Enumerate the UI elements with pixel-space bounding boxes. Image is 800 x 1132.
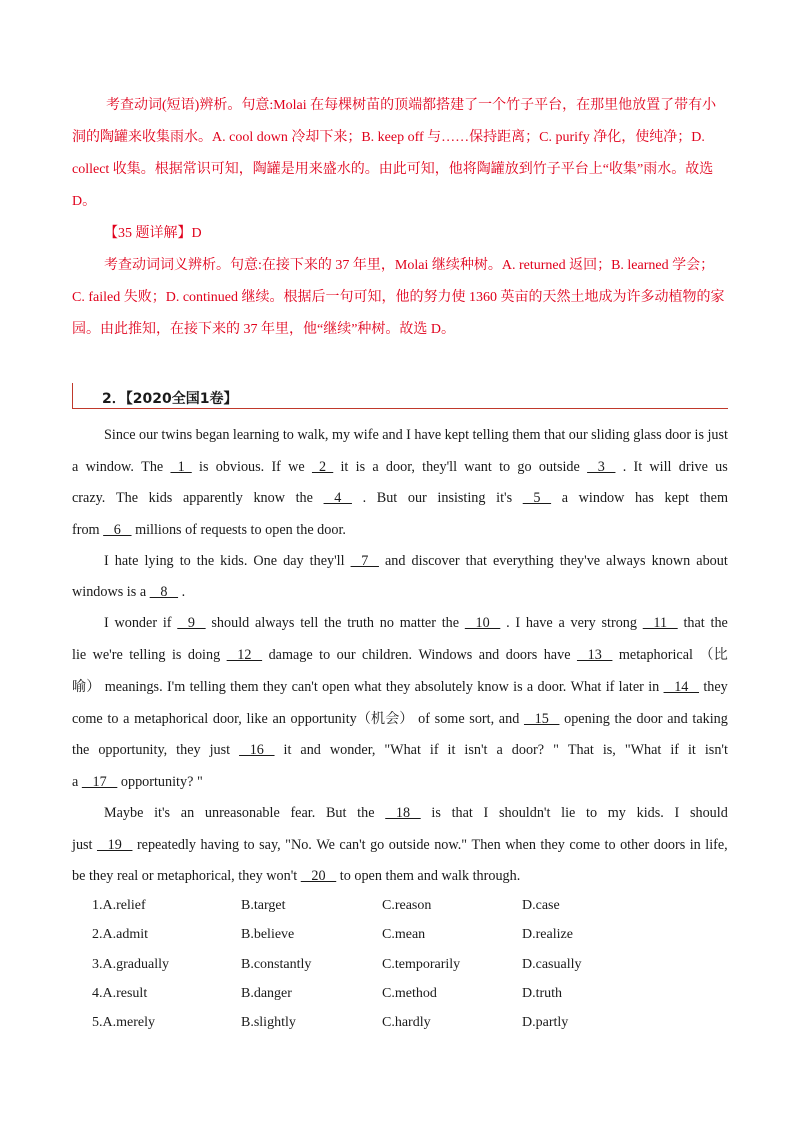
word: children. [362, 647, 413, 663]
word: outside [538, 459, 580, 475]
word: a [526, 679, 534, 695]
word: they [176, 742, 201, 758]
word: our [138, 427, 158, 443]
word: doors [653, 837, 686, 853]
word: is [694, 427, 704, 443]
option-a: 3.A.gradually [92, 957, 169, 972]
passage-line [72, 488, 728, 508]
word: obvious. [215, 459, 265, 475]
word: sort, [469, 711, 495, 727]
answer-blank: 15 [523, 711, 560, 727]
word: millions [135, 522, 182, 538]
word: they [540, 837, 565, 853]
word: come [72, 711, 103, 727]
option-d: D.partly [522, 1015, 569, 1030]
word: that [465, 553, 487, 569]
word: I [674, 805, 680, 821]
word: they'll [422, 459, 458, 475]
word: other [620, 837, 650, 853]
word: our [336, 647, 356, 663]
word: has [635, 490, 654, 506]
option-c: C.hardly [382, 1015, 431, 1030]
word: to [499, 459, 511, 475]
answer-blank: 9 [177, 615, 206, 631]
word: they [703, 679, 728, 695]
word: it's [154, 805, 171, 821]
word: taking [692, 711, 728, 727]
word: 喻） [72, 679, 101, 695]
word: I [483, 805, 489, 821]
word: know [477, 679, 509, 695]
word: is [513, 679, 523, 695]
word: strong [601, 615, 637, 631]
word: it's [496, 490, 513, 506]
word: walk [441, 868, 470, 884]
word: "What [384, 742, 421, 758]
word: "No. [285, 837, 312, 853]
word: opportunity? [120, 774, 194, 790]
word: to [319, 647, 331, 663]
word: glass [633, 427, 662, 443]
answer-blank: 18 [385, 805, 421, 821]
option-b: B.constantly [241, 957, 312, 972]
word: kept [444, 427, 470, 443]
answer-blank: 11 [642, 615, 678, 631]
word: is [355, 459, 366, 475]
word: and [385, 553, 406, 569]
word: to [586, 805, 598, 821]
word: go [517, 459, 532, 475]
answer-blank: 1 [170, 459, 192, 475]
word: of [185, 522, 197, 538]
word: my [607, 805, 626, 821]
word: to [604, 837, 616, 853]
word: Maybe [104, 805, 144, 821]
word: outside [388, 837, 430, 853]
word: that [451, 805, 473, 821]
word: " [553, 742, 559, 758]
word: is [199, 459, 209, 475]
passage-line [72, 835, 728, 855]
word: just [72, 837, 93, 853]
word: But [325, 805, 347, 821]
passage-line [72, 709, 728, 729]
word: like [246, 711, 268, 727]
option-d: D.casually [522, 957, 582, 972]
word: discover [411, 553, 460, 569]
word: have [414, 427, 442, 443]
word: learning [232, 427, 280, 443]
word: tell [300, 615, 319, 631]
word: that [544, 427, 566, 443]
word: Windows [418, 647, 473, 663]
passage-line [104, 425, 728, 445]
word: wife [353, 427, 379, 443]
word: open [322, 679, 350, 695]
word: them [699, 490, 728, 506]
word: . [506, 615, 510, 631]
word: some [434, 711, 465, 727]
word: isn't [704, 742, 728, 758]
word: That [567, 742, 594, 758]
passage-line [72, 582, 728, 602]
word: if [670, 742, 679, 758]
analysis-34-line-3: collect 收集。根据常识可知，陶罐是用来盛水的。由此可知，他将陶罐放到竹子平台上“收集”雨水。故选 [72, 162, 714, 177]
word: they'll [309, 553, 345, 569]
word: should [689, 805, 728, 821]
word: unreasonable [204, 805, 280, 821]
word: sliding [591, 427, 630, 443]
word: my [331, 427, 351, 443]
answer-35-label: 【35 题详解】D [104, 226, 202, 241]
word: now." [434, 837, 468, 853]
passage-line [72, 645, 728, 665]
option-c: C.reason [382, 898, 432, 913]
word: them [230, 679, 259, 695]
word: is, [602, 742, 616, 758]
word: absolutely [414, 679, 473, 695]
word: a [372, 459, 379, 475]
word: repeatedly [136, 837, 197, 853]
word: crazy. [72, 490, 106, 506]
word: if [429, 742, 439, 758]
answer-blank: 2 [311, 459, 334, 475]
word: door [665, 427, 692, 443]
word: metaphorical, [157, 868, 235, 884]
section-left-rule [72, 383, 73, 409]
answer-blank: 10 [464, 615, 501, 631]
option-d: D.case [522, 898, 560, 913]
analysis-34-line-1: 考查动词(短语)辨析。句意:Molai 在每棵树苗的顶端都搭建了一个竹子平台，在那里他放置了带有小 [106, 98, 717, 113]
word: it [447, 742, 456, 758]
passage-line [72, 520, 728, 540]
word: to [250, 522, 262, 538]
section-title: 2．【2020全国1卷】 [102, 391, 238, 407]
word: door [636, 711, 663, 727]
answer-blank: 5 [522, 490, 552, 506]
answer-blank: 7 [350, 553, 379, 569]
word: they [88, 868, 114, 884]
word: if [605, 679, 615, 695]
word: should [211, 615, 250, 631]
word: they [238, 868, 263, 884]
word: the [441, 615, 460, 631]
word: Since [104, 427, 136, 443]
word: them [512, 427, 541, 443]
option-c: C.method [382, 986, 437, 1001]
word: The [115, 490, 139, 506]
word: open [354, 868, 382, 884]
word: will [649, 459, 672, 475]
word: apparently [182, 490, 243, 506]
word: requests [200, 522, 247, 538]
word: opportunity（机会） [290, 711, 414, 727]
word: the [196, 553, 215, 569]
word: telling [472, 427, 509, 443]
word: I'm [166, 679, 186, 695]
word: the [72, 742, 90, 758]
option-b: B.target [241, 898, 286, 913]
option-b: B.slightly [241, 1015, 296, 1030]
answer-blank: 12 [226, 647, 263, 663]
word: have [525, 615, 553, 631]
word: windows [72, 584, 124, 600]
word: or [141, 868, 154, 884]
word: opportunity, [98, 742, 168, 758]
option-b: B.danger [241, 986, 292, 1001]
word: and [382, 427, 403, 443]
word: metaphorical [134, 711, 209, 727]
word: I [515, 615, 521, 631]
word: wonder, [329, 742, 376, 758]
word: damage [268, 647, 313, 663]
word: to [282, 427, 294, 443]
option-d: D.truth [522, 986, 563, 1001]
word: doing [187, 647, 221, 663]
word: an [272, 711, 286, 727]
word: that [683, 615, 705, 631]
word: day [283, 553, 304, 569]
analysis-34-line-4: D。 [72, 194, 97, 209]
word: life, [705, 837, 728, 853]
word: But [376, 490, 398, 506]
word: our [568, 427, 588, 443]
word: later [618, 679, 644, 695]
word: come [569, 837, 601, 853]
word: having [200, 837, 240, 853]
word: window [578, 490, 625, 506]
option-a: 4.A.result [92, 986, 148, 1001]
word: a [72, 774, 79, 790]
word: the [614, 711, 632, 727]
analysis-35-line-1: 考查动词词义辨析。句意:在接下来的 37 年里，Molai 继续种树。A. returned 返回；B. learned 学会； [104, 258, 715, 273]
word: "What [624, 742, 662, 758]
word: a [139, 584, 147, 600]
word: a [496, 742, 503, 758]
word: just [209, 742, 231, 758]
passage-line [72, 457, 728, 477]
word: is [171, 647, 182, 663]
word: it [687, 742, 696, 758]
word: of [418, 711, 430, 727]
answer-blank: 20 [300, 868, 337, 884]
word: doors [505, 647, 538, 663]
word: from [72, 522, 100, 538]
option-a: 2.A.admit [92, 927, 148, 942]
word: the [357, 805, 375, 821]
analysis-34-line-2: 洞的陶罐来收集雨水。A. cool down 冷却下来；B. keep off 与……保持距离；C. purify 净化，使纯净；D. [72, 130, 705, 145]
word: very [570, 615, 596, 631]
word: have [543, 647, 571, 663]
word: What [570, 679, 602, 695]
word: meanings. [104, 679, 163, 695]
passage-line [72, 866, 728, 886]
answer-blank: 17 [81, 774, 118, 790]
word: （比 [699, 647, 728, 663]
analysis-35-line-2: C. failed 失败；D. continued 继续。根据后一句可知，他的努力使 1360 英亩的天然土地成为许多动植物的家 [72, 290, 725, 305]
word: we [288, 459, 305, 475]
word: opening [564, 711, 610, 727]
passage-line [72, 677, 728, 697]
answer-blank: 14 [663, 679, 700, 695]
word: them [385, 868, 414, 884]
section-bottom-rule [72, 408, 728, 409]
word: isn't [464, 742, 488, 758]
word: door, [385, 459, 415, 475]
word: to [243, 837, 255, 853]
word: door? [511, 742, 545, 758]
word: no [379, 615, 394, 631]
word: lying [144, 553, 174, 569]
word: If [271, 459, 281, 475]
word: a [123, 711, 130, 727]
word: to [179, 553, 191, 569]
word: in [689, 837, 701, 853]
word: insisting [437, 490, 486, 506]
analysis-35-line-3: 园。由此推知，在接下来的 37 年里，他“继续”种树。故选 D。 [72, 322, 456, 337]
word: real [116, 868, 139, 884]
word: be [72, 868, 86, 884]
word: truth [347, 615, 374, 631]
word: . [362, 490, 367, 506]
word: the [295, 490, 313, 506]
word: the [324, 615, 342, 631]
word: everything [493, 553, 554, 569]
passage-line [72, 740, 728, 760]
word: us [715, 459, 728, 475]
word: just [707, 427, 728, 443]
answer-blank: 19 [96, 837, 133, 853]
option-d: D.realize [522, 927, 573, 942]
passage-line [104, 613, 728, 633]
word: telling [189, 679, 226, 695]
word: always [255, 615, 295, 631]
word: is [126, 584, 137, 600]
word: can't [291, 679, 318, 695]
word: want [464, 459, 492, 475]
word: an [180, 805, 195, 821]
word: and [498, 711, 520, 727]
word: The [141, 459, 164, 475]
word: know [253, 490, 285, 506]
word: One [253, 553, 278, 569]
option-a: 1.A.relief [92, 898, 146, 913]
word: and [478, 647, 500, 663]
word: they [262, 679, 288, 695]
word: kids [148, 490, 173, 506]
word: lie [561, 805, 576, 821]
word: in [648, 679, 660, 695]
word: wonder [114, 615, 158, 631]
word: and [417, 868, 438, 884]
answer-blank: 4 [323, 490, 352, 506]
word: always [606, 553, 646, 569]
word: . [622, 459, 627, 475]
word: It [633, 459, 643, 475]
word: to [107, 711, 119, 727]
word: and [300, 742, 321, 758]
word: known [651, 553, 691, 569]
word: open [265, 522, 293, 538]
passage-line [72, 772, 728, 792]
word: . [181, 584, 186, 600]
word: the [296, 522, 314, 538]
word: kids. [220, 553, 248, 569]
word: We [316, 837, 335, 853]
word: Then [471, 837, 501, 853]
word: door, [212, 711, 242, 727]
answer-blank: 16 [239, 742, 275, 758]
word: window. [85, 459, 134, 475]
word: began [195, 427, 230, 443]
word: can't [339, 837, 366, 853]
word: I [104, 615, 109, 631]
word: walk, [297, 427, 329, 443]
word: twins [161, 427, 193, 443]
word: matter [399, 615, 436, 631]
word: drive [678, 459, 708, 475]
word: metaphorical [618, 647, 693, 663]
word: a [72, 459, 79, 475]
word: telling [129, 647, 166, 663]
word: the [710, 615, 728, 631]
word: a [561, 490, 569, 506]
word: about [696, 553, 728, 569]
answer-blank: 8 [149, 584, 179, 600]
option-c: C.mean [382, 927, 426, 942]
word: shouldn't [498, 805, 551, 821]
option-c: C.temporarily [382, 957, 461, 972]
word: won't [266, 868, 298, 884]
word: through. [472, 868, 521, 884]
word: I [406, 427, 411, 443]
word: kids. [636, 805, 664, 821]
word: kept [664, 490, 689, 506]
option-a: 5.A.merely [92, 1015, 155, 1030]
word: they [385, 679, 411, 695]
word: if [162, 615, 172, 631]
word: fear. [290, 805, 316, 821]
word: door. [317, 522, 346, 538]
word: door. [537, 679, 567, 695]
answer-blank: 13 [576, 647, 613, 663]
option-b: B.believe [241, 927, 295, 942]
answer-blank: 6 [103, 522, 132, 538]
section-header [72, 383, 728, 409]
word: it [283, 742, 292, 758]
answer-blank: 3 [587, 459, 616, 475]
word: hate [114, 553, 139, 569]
passage-line [104, 551, 728, 571]
word: it [340, 459, 349, 475]
word: " [196, 774, 203, 790]
word: a [558, 615, 565, 631]
word: and [667, 711, 688, 727]
word: say, [259, 837, 281, 853]
word: is [431, 805, 441, 821]
word: what [354, 679, 382, 695]
word: when [505, 837, 536, 853]
word: lie [72, 647, 87, 663]
word: they've [559, 553, 601, 569]
word: I [104, 553, 109, 569]
word: our [407, 490, 427, 506]
passage-line [104, 803, 728, 823]
word: we're [92, 647, 123, 663]
word: go [370, 837, 385, 853]
word: to [339, 868, 351, 884]
